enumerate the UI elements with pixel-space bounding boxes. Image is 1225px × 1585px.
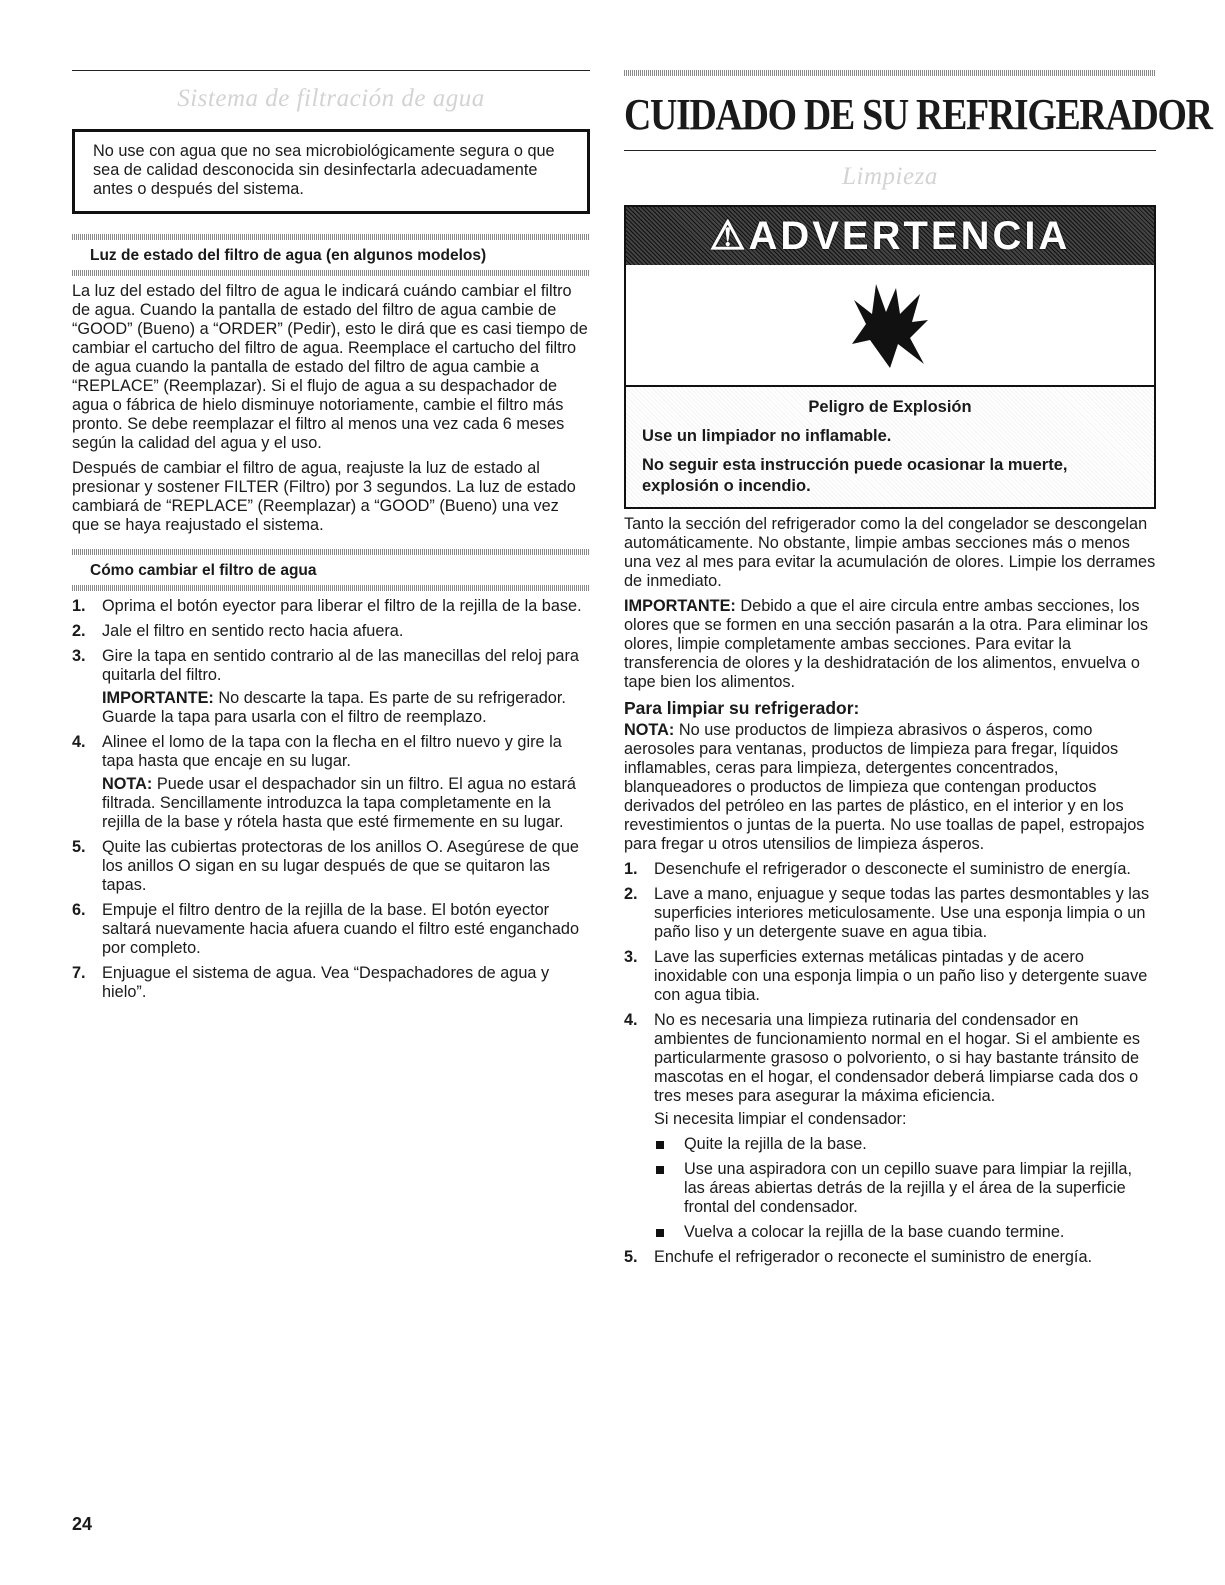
warning-body <box>626 387 1154 507</box>
list-item: 5. Enchufe el refrigerador o reconecte el suministro de energía. <box>624 1248 1093 1266</box>
bullet-item: Use una aspiradora con un cepillo suave para limpiar la rejilla, las áreas abiertas detrás de la rejilla y el área de la superficie frontal del condensador. <box>654 1160 1156 1217</box>
caution-text: No use con agua que no sea microbiológicamente segura o que sea de calidad desconocida sin desinfectarla adecuadamente antes o después del sistema. <box>93 142 555 198</box>
list-item: 1. Oprima el botón eyector para liberar el filtro de la rejilla de la base. <box>72 597 582 615</box>
status-paragraph-2: Después de cambiar el filtro de agua, reajuste la luz de estado al presionar y sostener FILTER (Filtro) por 3 segundos. La luz de estado cambiará de “REPLACE” (Reemplazar) a “GOOD” (Bueno) una vez que se haya reajustado el sistema. <box>72 459 576 534</box>
explosion-icon <box>626 265 1154 387</box>
bullet-item: Quite la rejilla de la base. <box>654 1135 1156 1154</box>
list-item: 1. Desenchufe el refrigerador o desconecte el suministro de energía. <box>624 860 1131 878</box>
list-item: 5. Quite las cubiertas protectoras de los anillos O. Asegúrese de que los anillos O sigan en su lugar después de que se quitaron las tapas. <box>72 838 579 894</box>
hatch-rule <box>72 234 590 240</box>
caution-box <box>72 129 590 214</box>
status-paragraph-1: La luz del estado del filtro de agua le indicará cuándo cambiar el filtro de agua. Cuando la pantalla de estado del filtro de agua cambie de “GOOD” (Bueno) a “ORDER” (Pedir), esto le dirá que es casi tiempo de cambiar el cartucho del filtro de agua. Reemplace el cartucho del filtro de agua cuando la pantalla de estado del filtro de agua cambie a “REPLACE” (Reemplazar). Si el flujo de agua a su despachador de agua o fábrica de hielo disminuye notoriamente, cambie el filtro más pronto. Se debe reemplazar el filtro al menos una vez cada 6 meses según la calidad del agua y el uso. <box>72 282 588 452</box>
hatch-rule <box>72 585 590 591</box>
warning-triangle-icon: ⚠ <box>709 214 749 258</box>
list-item: 7. Enjuague el sistema de agua. Vea “Despachadores de agua y hielo”. <box>72 964 550 1001</box>
warning-label: ADVERTENCIA <box>748 214 1071 258</box>
warning-box <box>624 205 1156 509</box>
explosion-symbol <box>850 280 930 370</box>
warning-line-2: No seguir esta instrucción puede ocasionar la muerte, explosión o incendio. <box>642 456 1068 495</box>
hatch-rule <box>624 70 1156 76</box>
title-rule <box>624 150 1156 151</box>
hatch-rule <box>72 270 590 276</box>
hatch-rule <box>72 549 590 555</box>
warning-title: Peligro de Explosión <box>808 398 972 416</box>
list-item: 4. Alinee el lomo de la tapa con la flecha en el filtro nuevo y gire la tapa hasta que encaje en su lugar. NOTA: Puede usar el despachador sin un filtro. El agua no estará filtrada. Sencillamente introduzca la tapa completamente en la rejilla de la base y rótela hasta que esté firmemente en su lugar. <box>72 733 590 832</box>
list-item: 2. Lave a mano, enjuague y seque todas las partes desmontables y las superficies interiores meticulosamente. Use una esponja limpia o un paño liso y un detergente suave en agua tibia. <box>624 885 1150 941</box>
clean-heading: Para limpiar su refrigerador: <box>624 698 860 718</box>
list-item: 2. Jale el filtro en sentido recto hacia afuera. <box>72 622 404 640</box>
step-note: IMPORTANTE: No descarte la tapa. Es parte de su refrigerador. Guarde la tapa para usarla con el filtro de reemplazo. <box>102 689 566 726</box>
condenser-bullets <box>654 1135 1156 1242</box>
warning-header <box>626 207 1154 265</box>
cleaning-paragraph-2: IMPORTANTE: Debido a que el aire circula entre ambas secciones, los olores que se formen en una sección pasarán a la otra. Para eliminar los olores, limpie completamente ambas secciones. Para evitar la transferencia de olores y la deshidratación de los alimentos, envuelva o tape bien los alimentos. <box>624 597 1149 691</box>
page-number: 24 <box>72 1514 93 1534</box>
list-item: 4. No es necesaria una limpieza rutinaria del condensador en ambientes de funcionamiento normal en el hogar. Si el ambiente es particularmente grasoso o polvoriento, o si hay bastante tránsito de mascotas en el hogar, el condensador deberá limpiarse cada dos o tres meses para asegurar la máxima eficiencia. Si necesita limpiar el condensador: Quite la rejilla de la base. Use una aspiradora con un cepillo suave para limpiar la rejilla, las áreas abiertas detrás de la rejilla y el área de la superficie frontal del condensador. Vuelva a colocar la rejilla de la base cuando termine. <box>624 1011 1156 1242</box>
cleaning-note: NOTA: No use productos de limpieza abrasivos o ásperos, como aerosoles para ventanas, productos de limpieza para fregar, líquidos inflamables, ceras para limpieza, detergentes concentrados, blanqueadores o productos de limpieza que contengan productos derivados del petróleo en las partes de plástico, en el interior y en los revestimientos o juntas de la puerta. No use toallas de papel, estropajos para fregar u otros utensilios de limpieza ásperos. <box>624 721 1145 853</box>
filter-steps <box>72 597 590 1002</box>
condenser-lead: Si necesita limpiar el condensador: <box>654 1110 907 1128</box>
main-title: CUIDADO DE SU REFRIGERADOR <box>624 90 1212 139</box>
left-column <box>72 70 590 1008</box>
right-column <box>624 70 1212 1273</box>
warning-label-wrap <box>710 213 1071 259</box>
status-heading: Luz de estado del filtro de agua (en algunos modelos) <box>90 247 487 264</box>
step-note: NOTA: Puede usar el despachador sin un filtro. El agua no estará filtrada. Sencillamente introduzca la tapa completamente en la rejilla de la base y rótela hasta que esté firmemente en su lugar. <box>102 775 576 831</box>
section-title-cleaning: Limpieza <box>842 163 938 190</box>
cleaning-steps <box>624 860 1156 1267</box>
list-item: 3. Lave las superficies externas metálicas pintadas y de acero inoxidable con una esponja limpia o un paño liso y detergente suave con agua tibia. <box>624 948 1148 1004</box>
change-filter-heading: Cómo cambiar el filtro de agua <box>90 562 317 579</box>
cleaning-paragraph-1: Tanto la sección del refrigerador como la del congelador se descongelan automáticamente. No obstante, limpie ambas secciones más o menos una vez al mes para evitar la acumulación de olores. Limpie los derrames de inmediato. <box>624 515 1156 590</box>
bullet-item: Vuelva a colocar la rejilla de la base cuando termine. <box>654 1223 1156 1242</box>
list-item: 6. Empuje el filtro dentro de la rejilla de la base. El botón eyector saltará nuevamente hacia afuera cuando el filtro esté enganchado por completo. <box>72 901 580 957</box>
list-item: 3. Gire la tapa en sentido contrario al de las manecillas del reloj para quitarla del filtro. IMPORTANTE: No descarte la tapa. Es parte de su refrigerador. Guarde la tapa para usarla con el filtro de reemplazo. <box>72 647 590 727</box>
section-title-filtration: Sistema de filtración de agua <box>177 85 485 112</box>
top-rule <box>72 70 590 71</box>
warning-line-1: Use un limpiador no inflamable. <box>642 427 892 445</box>
